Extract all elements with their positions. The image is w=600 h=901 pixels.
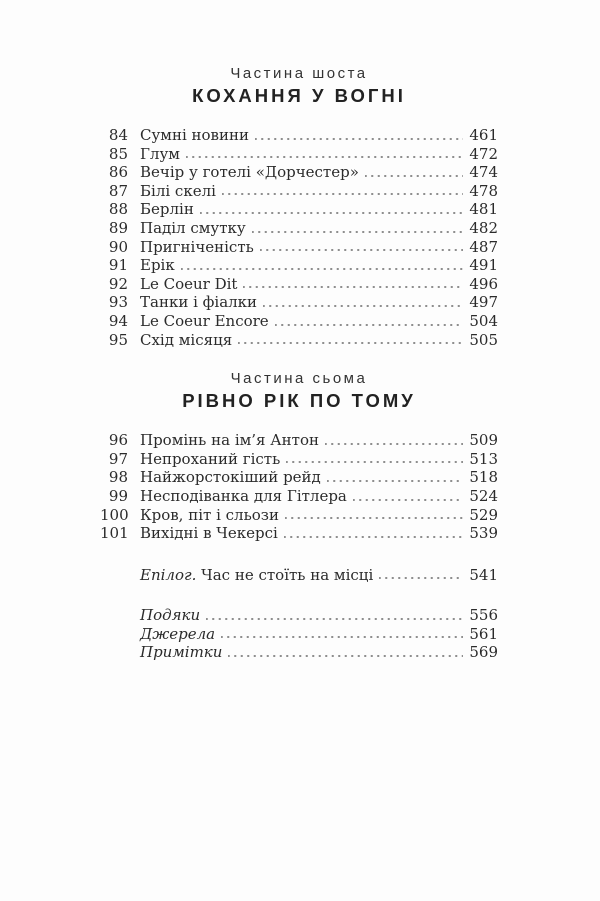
dot-leader <box>284 524 463 543</box>
page-number: 556 <box>469 606 498 625</box>
page-number: 491 <box>469 256 498 275</box>
chapter-number: 84 <box>108 126 128 144</box>
dot-leader <box>200 200 463 219</box>
toc-row <box>100 275 498 294</box>
page-number: 539 <box>469 524 498 543</box>
toc-row <box>100 312 498 331</box>
backmatter <box>100 606 498 662</box>
toc-section-part-six <box>100 66 498 349</box>
dot-leader <box>238 331 463 350</box>
chapter-number: 89 <box>108 218 128 237</box>
page-number: 509 <box>469 431 498 450</box>
toc-row <box>100 256 498 275</box>
chapter-title <box>140 566 373 585</box>
dot-leader <box>327 468 463 487</box>
toc-row <box>100 238 498 257</box>
epilogue-row <box>100 566 498 585</box>
chapter-title: Берлін <box>140 200 194 219</box>
dot-leader <box>260 238 463 257</box>
toc-row <box>100 200 498 219</box>
chapter-number: 94 <box>108 311 128 330</box>
chapter-number: 88 <box>108 200 128 219</box>
chapter-number: 97 <box>108 449 128 468</box>
dot-leader <box>255 126 463 145</box>
chapter-title: Несподіванка для Гітлера <box>140 486 347 505</box>
chapter-title: Паділ смутку <box>140 218 246 237</box>
dot-leader <box>206 606 463 625</box>
chapter-number: 96 <box>108 431 128 450</box>
dot-leader <box>228 643 463 662</box>
chapter-number: 100 <box>100 505 129 524</box>
part-label: Частина шоста <box>230 65 368 82</box>
page-number: 461 <box>469 126 498 144</box>
epilogue-label: Епілог. <box>140 565 197 584</box>
dot-leader <box>263 293 463 312</box>
chapter-title: Глум <box>140 144 180 163</box>
page-number: 497 <box>469 293 498 312</box>
toc-row <box>100 145 498 164</box>
chapter-number: 85 <box>108 144 128 163</box>
toc-row <box>100 468 498 487</box>
part-label: Частина сьома <box>230 370 368 388</box>
chapter-title: Промінь на ім’я Антон <box>140 431 319 450</box>
backmatter-title: Джерела <box>140 624 216 643</box>
part-title: РІВНО РІК ПО ТОМУ <box>182 390 416 412</box>
toc-row <box>100 524 498 543</box>
chapter-list <box>100 431 498 543</box>
chapter-title: Вечір у готелі «Дорчестер» <box>140 163 359 182</box>
chapter-title: Білі скелі <box>140 181 216 200</box>
chapter-number: 90 <box>108 237 128 256</box>
chapter-number: 91 <box>108 256 128 275</box>
page-number: 487 <box>469 237 498 256</box>
page-number: 541 <box>469 565 498 584</box>
page-number: 505 <box>469 330 498 349</box>
chapter-number: 101 <box>100 524 129 543</box>
chapter-number: 87 <box>108 181 128 200</box>
chapter-number: 92 <box>108 274 128 293</box>
page-number: 529 <box>469 505 498 524</box>
toc-section-part-seven <box>100 371 498 543</box>
backmatter-title: Подяки <box>140 606 201 625</box>
chapter-number: 93 <box>108 293 128 312</box>
dot-leader <box>243 275 463 294</box>
toc-row <box>100 450 498 469</box>
backmatter-row <box>100 625 498 644</box>
toc-row <box>100 293 498 312</box>
chapter-number: 98 <box>108 468 128 487</box>
chapter-title: Непроханий гість <box>140 449 281 468</box>
chapter-title: Найжорстокіший рейд <box>140 468 321 487</box>
toc-row <box>100 163 498 182</box>
epilogue-title-text: Час не стоїть на місці <box>196 565 374 584</box>
chapter-title: Ерік <box>140 256 175 275</box>
toc-row <box>100 431 498 450</box>
page-number: 496 <box>469 274 498 293</box>
toc-row <box>100 506 498 525</box>
page-number: 482 <box>469 218 498 237</box>
part-title: КОХАННЯ У ВОГНІ <box>192 85 406 106</box>
dot-leader <box>252 219 463 238</box>
toc-row <box>100 182 498 201</box>
page-number: 513 <box>469 449 498 468</box>
chapter-title: Сумні новини <box>140 126 249 144</box>
backmatter-row <box>100 606 498 625</box>
page-number: 504 <box>469 311 498 330</box>
chapter-title: Кров, піт і сльози <box>140 505 279 524</box>
dot-leader <box>286 450 463 469</box>
toc-row <box>100 219 498 238</box>
backmatter-row <box>100 643 498 662</box>
dot-leader <box>285 506 463 525</box>
dot-leader <box>365 163 463 182</box>
page-number: 561 <box>469 624 498 643</box>
dot-leader <box>221 625 463 644</box>
dot-leader <box>353 487 463 506</box>
dot-leader <box>325 431 463 450</box>
chapter-title: Танки і фіалки <box>140 293 258 312</box>
chapter-list <box>100 126 498 349</box>
page-number: 518 <box>469 468 498 487</box>
page-number: 524 <box>469 486 498 505</box>
page-number: 474 <box>469 163 498 182</box>
toc-row <box>100 331 498 350</box>
chapter-number: 95 <box>108 330 128 349</box>
dot-leader <box>186 145 463 164</box>
chapter-number: 99 <box>108 486 128 505</box>
dot-leader <box>379 566 463 585</box>
chapter-title: Le Coeur Dit <box>140 274 238 293</box>
backmatter-title: Примітки <box>140 643 223 662</box>
page-number: 478 <box>469 181 498 200</box>
dot-leader <box>275 312 463 331</box>
page-number: 481 <box>469 200 498 219</box>
dot-leader <box>222 182 463 201</box>
chapter-title: Схід місяця <box>140 330 233 349</box>
toc-row <box>100 487 498 506</box>
chapter-number: 86 <box>108 163 128 182</box>
chapter-title: Le Coeur Encore <box>140 311 269 330</box>
chapter-title: Пригніченість <box>140 237 254 256</box>
page-number: 569 <box>469 643 498 662</box>
chapter-title: Вихідні в Чекерсі <box>140 524 278 543</box>
toc-row <box>100 126 498 145</box>
page-number: 472 <box>469 144 498 163</box>
dot-leader <box>181 256 463 275</box>
